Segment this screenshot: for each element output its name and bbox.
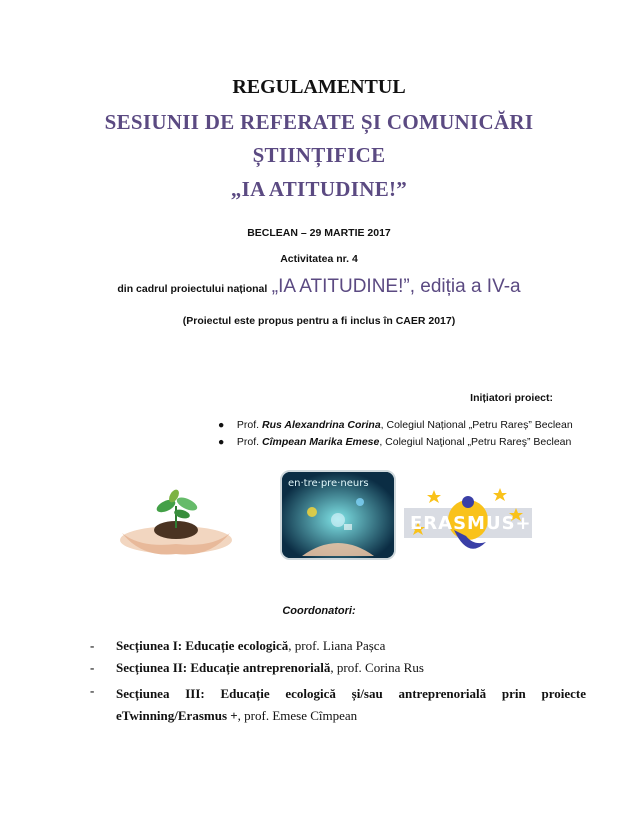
initiator-title: Prof. xyxy=(236,436,260,448)
section-teacher: , prof. Corina Rus xyxy=(330,660,424,675)
initiator-name: Rus Alexandrina Corina xyxy=(262,419,381,431)
doc-subtitle-line1: SESIUNII DE REFERATE ȘI COMUNICĂRI xyxy=(104,110,534,134)
section-teacher: , prof. Emese Cîmpean xyxy=(237,708,358,723)
section-item xyxy=(90,638,590,658)
project-prefix: din cadrul proiectului național xyxy=(117,283,268,295)
initiator-item xyxy=(218,436,571,448)
doc-subtitle-line3: „IA ATITUDINE!” xyxy=(230,177,408,201)
doc-title: REGULAMENTUL xyxy=(232,76,406,98)
hands-plant-icon xyxy=(112,478,240,568)
erasmus-logo-icon xyxy=(404,480,532,566)
section-label: Secțiunea I: Educație ecologică xyxy=(116,638,289,653)
activity-number: Activitatea nr. 4 xyxy=(280,253,358,265)
section-label: Secțiunea II: Educație antreprenorială xyxy=(116,660,331,675)
place-date: BECLEAN – 29 MARTIE 2017 xyxy=(247,227,391,239)
initiator-affiliation: , Colegiul Național „Petru Rareș” Beclean xyxy=(380,419,573,431)
project-name: „IA ATITUDINE!”, ediția a IV-a xyxy=(271,276,521,297)
tablet-caption: en·tre·pre·neurs xyxy=(288,478,369,489)
coordinators-heading: Coordonatori: xyxy=(282,605,356,617)
project-line xyxy=(0,276,638,298)
bullet-icon: ● xyxy=(218,419,225,431)
section-item xyxy=(90,660,590,680)
initiator-affiliation: , Colegiul Naţional „Petru Rareş” Beclean xyxy=(379,436,572,448)
initiator-item xyxy=(218,419,573,431)
doc-subtitle-line2: ȘTIINȚIFICE xyxy=(252,143,386,167)
dash-icon: - xyxy=(90,683,95,698)
dash-icon: - xyxy=(90,660,95,675)
initiator-name: Cîmpean Marika Emese xyxy=(262,436,380,448)
erasmus-caption: ERASMUS+ xyxy=(410,513,532,534)
entrepreneurs-tablet-icon xyxy=(280,470,396,560)
section-teacher: , prof. Liana Pașca xyxy=(288,638,386,653)
dash-icon: - xyxy=(90,638,95,653)
bullet-icon: ● xyxy=(218,436,225,448)
section-label: Secțiunea III: Educație ecologică și/sau antreprenorială prin proiecte eTwinning/Erasmus + xyxy=(116,686,586,723)
section-item xyxy=(90,683,590,727)
initiator-title: Prof. xyxy=(236,419,260,431)
initiators-heading: Inițiatori proiect: xyxy=(470,392,553,404)
caer-note: (Proiectul este propus pentru a fi inclus în CAER 2017) xyxy=(182,315,456,327)
